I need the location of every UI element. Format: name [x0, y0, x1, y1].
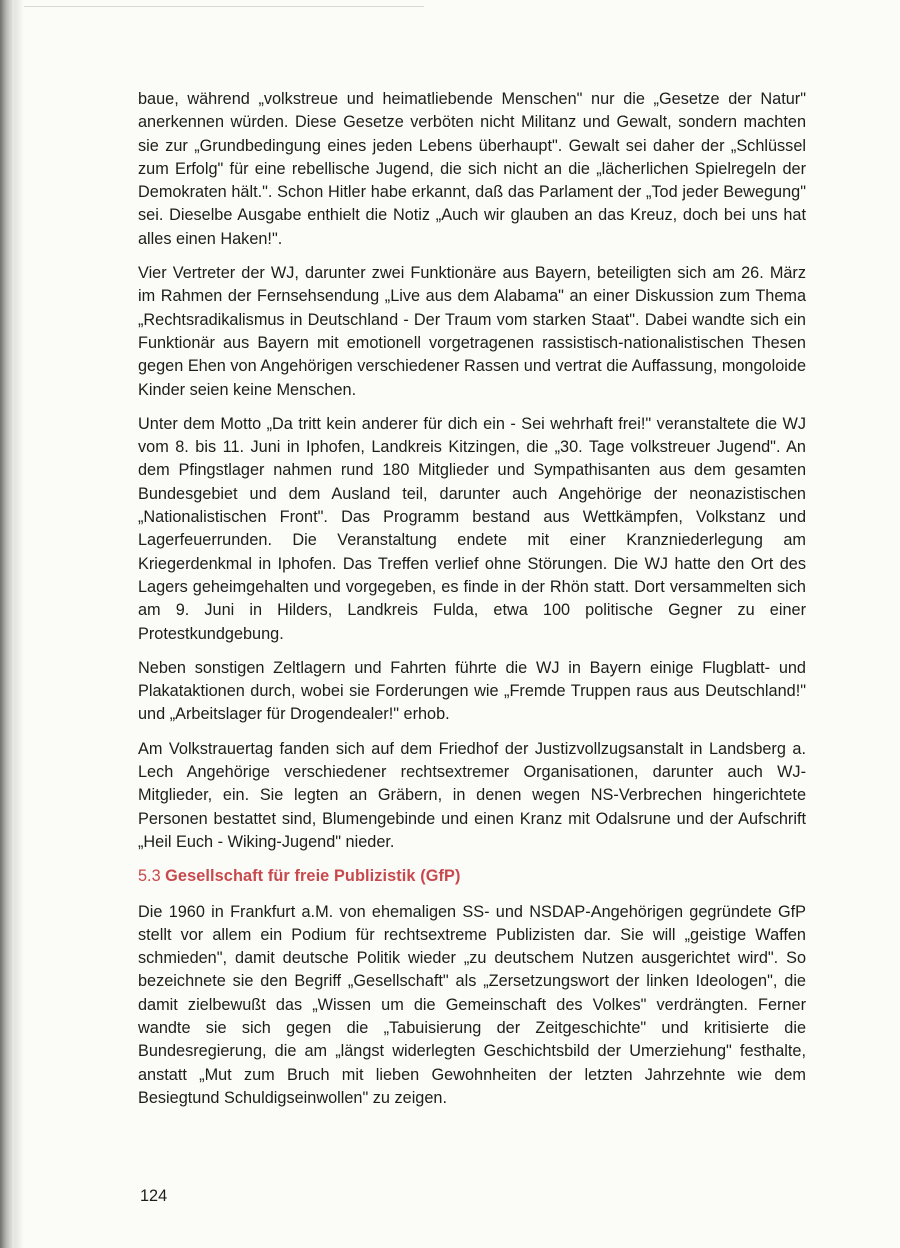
section-paragraph-1: Die 1960 in Frankfurt a.M. von ehemaligen SS- und NSDAP-Angehörigen gegründete GfP stellt vor allem ein Podium für rechtsextreme Publizisten dar. Sie will „geistige Waffen schmieden", damit deutsche Politik wieder „zu deutschem Nutzen ausgerichtet wird". So bezeichnete sie den Begriff „Gesellschaft" als „Zersetzungswort der linken Ideologen", die damit zielbewußt das „Wissen um die Gemeinschaft des Volkes" verdrängten. Ferner wandte sie sich gegen die „Tabuisierung der Zeitgeschichte" und kritisierte die Bundesregierung, die am „längst widerlegten Geschichtsbild der Umerziehung" festhalte, anstatt „Mut zum Bruch mit lieben Gewohnheiten der letzten Jahrzehnte wie dem Besiegtund Schuldigseinwollen" zu zeigen.: [138, 902, 806, 1107]
paragraph-3: Unter dem Motto „Da tritt kein anderer für dich ein - Sei wehrhaft frei!" veranstaltete die WJ vom 8. bis 11. Juni in Iphofen, Landkreis Kitzingen, die „30. Tage volkstreuer Jugend". An dem Pfingstlager nahmen rund 180 Mitglieder und Sympathisanten aus dem gesamten Bundesgebiet und dem Ausland teil, darunter auch Angehörige der neonazistischen „Nationalistischen Front". Das Programm bestand aus Wettkämpfen, Volkstanz und Lagerfeuerrunden. Die Veranstaltung endete mit einer Kranzniederlegung am Kriegerdenkmal in Iphofen. Das Treffen verlief ohne Störungen. Die WJ hatte den Ort des Lagers geheimgehalten und vorgegeben, es finde in der Rhön statt. Dort versammelten sich am 9. Juni in Hilders, Landkreis Fulda, etwa 100 politische Gegner zu einer Protestkundgebung.: [138, 414, 806, 643]
scan-top-line: [24, 6, 424, 7]
section-number: 5.3: [138, 867, 161, 886]
paragraph-5: Am Volkstrauertag fanden sich auf dem Friedhof der Justizvollzugsanstalt in Landsberg a. Lech Angehörige verschiedener rechtsextremer Organisationen, darunter auch WJ-Mitglieder, ein. Sie legten an Gräbern, in denen wegen NS-Verbrechen hingerichtete Personen bestattet sind, Blumengebinde und einen Kranz mit Odalsrune und der Aufschrift „Heil Euch - Wiking-Jugend" nieder.: [138, 739, 806, 851]
page-number: 124: [140, 1187, 168, 1205]
page-body: [138, 88, 806, 1121]
binding-shadow: [14, 0, 24, 1248]
book-binding-edge: [0, 0, 14, 1248]
paragraph-2: Vier Vertreter der WJ, darunter zwei Funktionäre aus Bayern, beteiligten sich am 26. März im Rahmen der Fernsehsendung „Live aus dem Alabama" an einer Diskussion zum Thema „Rechtsradikalismus in Deutschland - Der Traum vom starken Staat". Dabei wandte sich ein Funktionär aus Bayern mit emotionell vorgetragenen rassistisch-nationalistischen Thesen gegen Ehen von Angehörigen verschiedener Rassen und vertrat die Auffassung, mongoloide Kinder seien keine Menschen.: [138, 264, 806, 399]
paragraph-4: Neben sonstigen Zeltlagern und Fahrten führte die WJ in Bayern einige Flugblatt- und Plakataktionen durch, wobei sie Forderungen wie „Fremde Truppen raus aus Deutschland!" und „Arbeitslager für Drogendealer!" erhob.: [138, 658, 806, 724]
section-heading: [138, 865, 806, 888]
section-title: Gesellschaft für freie Publizistik (GfP): [165, 867, 461, 886]
paragraph-1: baue, während „volkstreue und heimatliebende Menschen" nur die „Gesetze der Natur" anerkennen würden. Diese Gesetze verböten nicht Militanz und Gewalt, sondern machten sie zur „Grundbedingung eines jeden Lebens überhaupt". Gewalt sei daher der „Schlüssel zum Erfolg" für eine rebellische Jugend, die sich nicht an die „lächerlichen Spielregeln der Demokraten hält.". Schon Hitler habe erkannt, daß das Parlament der „Tod jeder Bewegung" sei. Dieselbe Ausgabe enthielt die Notiz „Auch wir glauben an das Kreuz, doch bei uns hat alles einen Haken!".: [138, 90, 806, 248]
